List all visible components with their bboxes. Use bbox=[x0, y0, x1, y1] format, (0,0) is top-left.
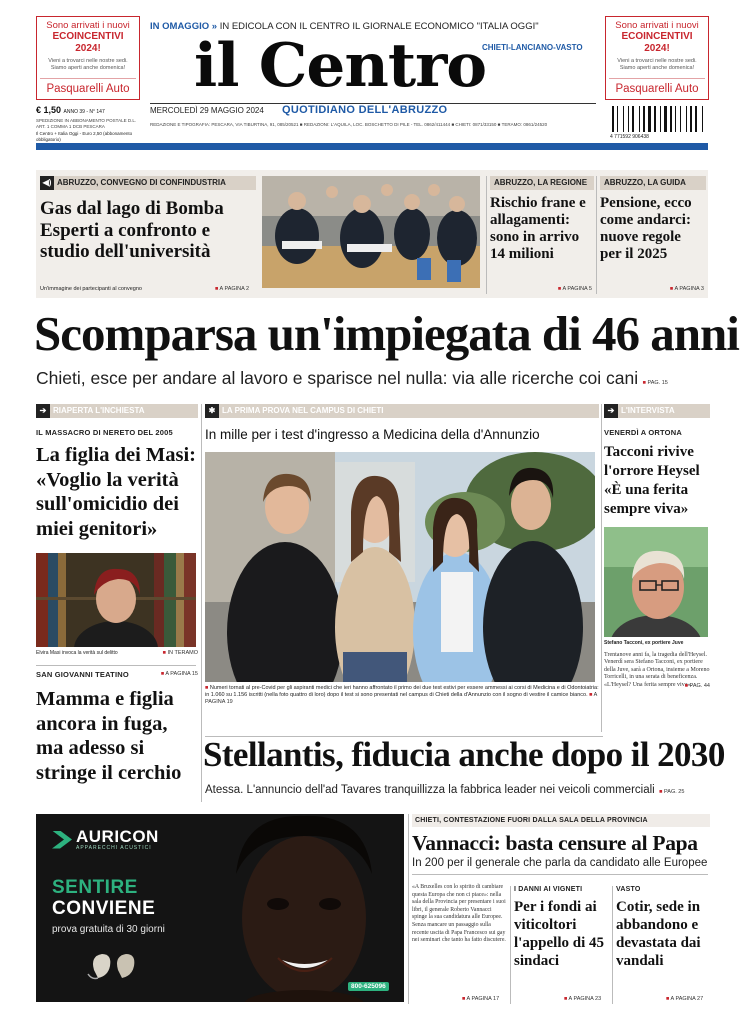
vannacci-block bbox=[412, 814, 710, 1004]
left-title[interactable]: La figlia dei Masi: «Voglio la verità sull'omicidio dei miei genitori» bbox=[36, 444, 197, 540]
conference-photo-graphic bbox=[262, 176, 480, 288]
auricon-line1: SENTIRE bbox=[52, 877, 138, 898]
vasto-story[interactable] bbox=[616, 886, 710, 970]
top-main-page: ■ A PAGINA 2 bbox=[215, 286, 249, 292]
promo-text: Il Centro + Italia Oggi - Euro 2,50 (abbonamento obbligatorio) bbox=[36, 131, 133, 142]
vigneti-kicker: I DANNI AI VIGNETI bbox=[514, 886, 583, 893]
masi-caption: Elvira Masi invoca la verità sul delitto bbox=[36, 650, 118, 656]
regione-kicker: ABRUZZO, LA REGIONE bbox=[494, 178, 588, 187]
ad-line3: Vieni a trovarci nelle nostre sedi. Siamo aperti anche domenica! bbox=[48, 58, 128, 71]
vigneti-title: Per i fondi ai viticoltori l'appello di 45 sindaci bbox=[514, 899, 605, 969]
right-body: Trentanove anni fa, la tragedia dell'Heysel. Venerdì sera Stefano Tacconi, ex portiere della Juve, sarà a Ortona, insieme a Moreno Torricelli, in una serata di beneficenza. «L'Heysel? Una ferita sempre viva». bbox=[604, 652, 710, 688]
price-block bbox=[36, 105, 144, 142]
top-story-main[interactable] bbox=[40, 176, 256, 294]
vannacci-subtitle: In 200 per il generale che parla da candidato alle Europee bbox=[412, 857, 708, 869]
right-column bbox=[604, 404, 710, 734]
arrow-right-icon: ➔ bbox=[36, 404, 50, 418]
left-label: RIAPERTA L'INCHIESTA bbox=[53, 406, 145, 415]
ad-line3: Vieni a trovarci nelle nostre sedi. Siamo aperti anche domenica! bbox=[617, 58, 697, 71]
left-column bbox=[36, 404, 198, 802]
main-subtitle-line bbox=[36, 368, 716, 389]
auricon-line2: CONVIENE bbox=[52, 898, 156, 919]
auricon-line3: prova gratuita di 30 giorni bbox=[52, 924, 165, 935]
auricon-logo-icon bbox=[52, 831, 72, 849]
vasto-title: Cotir, sede in abbandono e devastata dai vandali bbox=[616, 899, 701, 969]
guida-title: Pensione, ecco come andarci: nuove regole per il 2025 bbox=[600, 195, 692, 262]
issue-number: ANNO 39 - N° 147 bbox=[63, 109, 105, 115]
omaggio-tag: IN OMAGGIO bbox=[150, 21, 210, 32]
legal-text: SPEDIZIONE IN ABBONAMENTO POSTALE D.L. ART. 1 COMMA 1 DCB PESCARA bbox=[36, 118, 137, 129]
main-page: ■ PAG. 15 bbox=[643, 380, 668, 386]
newspaper-logo[interactable] bbox=[194, 30, 554, 102]
ad-auricon[interactable] bbox=[36, 814, 404, 1002]
editorial-info: REDAZIONE E TIPOGRAFIA: PESCARA, VIA TIBURTINA, 91, 085/20521 ■ REDAZIONI: L'AQUILA, LOC. BOSCHETTO DI PILE - TEL. 0862/411444 ■ CHIETI: 0871/33150 ■ TERAMO: 0861/24520 bbox=[150, 122, 548, 127]
center-caption: ■ Numeri tornati al pre-Covid per gli aspiranti medici che ieri hanno affrontato il primo dei due test estivi per essere ammessi ai corsi di Medicina e di Odontoiatria: in 1.060 su 1.156 iscritti (nella foto quattro di loro) dopo il test si sono presentati nel campus di Chieti della d'Annunzio con il sogno di vestire il camice bianco. ■ A PAGINA 19 bbox=[205, 685, 599, 707]
tacconi-photo bbox=[604, 527, 708, 637]
masthead-cities: CHIETI-LANCIANO-VASTO bbox=[482, 43, 583, 52]
tacconi-photo-graphic bbox=[604, 527, 708, 637]
hearing-aid-icon bbox=[84, 950, 144, 982]
double-arrow-icon: » bbox=[211, 21, 218, 32]
masthead-date: MERCOLEDÌ 29 MAGGIO 2024 bbox=[150, 106, 264, 115]
center-label-bar bbox=[205, 404, 599, 418]
auricon-logo bbox=[52, 828, 159, 851]
ad-line1: Sono arrivati i nuovi bbox=[615, 20, 699, 31]
guida-kicker: ABRUZZO, LA GUIDA bbox=[604, 178, 686, 187]
right-title[interactable]: Tacconi rivive l'orrore Heysel «È una ferita sempre viva» bbox=[604, 444, 700, 517]
masi-photo-graphic bbox=[36, 553, 196, 647]
students-photo bbox=[205, 452, 595, 682]
website-url[interactable]: www.ilcentro.it bbox=[39, 154, 78, 160]
conference-photo bbox=[262, 176, 480, 288]
audio-icon: ◀) bbox=[40, 176, 54, 190]
stellantis-subtitle: Atessa. L'annuncio dell'ad Tavares tranquillizza la fabbrica leader nei veicoli commerciali bbox=[205, 784, 655, 796]
guida-kicker-bar bbox=[600, 176, 706, 190]
ad-pasquarelli-left[interactable] bbox=[36, 16, 140, 100]
logo-text: il Centro bbox=[194, 31, 487, 101]
barcode-number: 4 771592 906438 bbox=[610, 134, 649, 140]
barcode bbox=[610, 104, 708, 140]
website-bar[interactable] bbox=[36, 143, 708, 160]
arrow-right-icon: ➔ bbox=[604, 404, 618, 418]
vigneti-story[interactable] bbox=[514, 886, 608, 970]
center-title[interactable]: In mille per i test d'ingresso a Medicina della d'Annunzio bbox=[205, 427, 540, 442]
top-story-guida[interactable] bbox=[600, 176, 706, 294]
left-label-bar bbox=[36, 404, 198, 418]
right-label-bar bbox=[604, 404, 710, 418]
center-page: ■ A PAGINA 19 bbox=[205, 692, 597, 705]
top-main-title: Gas dal lago di Bomba Esperti a confronto e studio dell'università bbox=[40, 198, 224, 262]
left-title2[interactable]: Mamma e figlia ancora in fuga, ma adesso si stringe il cerchio bbox=[36, 688, 182, 784]
ad-line2: ECOINCENTIVI 2024! bbox=[621, 31, 693, 54]
center-column bbox=[205, 404, 599, 734]
left-page2: ■ A PAGINA 15 bbox=[161, 671, 198, 677]
main-headline[interactable]: Scomparsa un'impiegata di 46 anni bbox=[34, 306, 739, 361]
tacconi-caption: Stefano Tacconi, ex portiere Juve bbox=[604, 640, 684, 646]
omaggio-text: IN EDICOLA CON IL CENTRO IL GIORNALE ECONOMICO "ITALIA OGGI" bbox=[219, 21, 539, 32]
auricon-phone[interactable]: 800-625096 bbox=[348, 982, 389, 991]
vannacci-title[interactable]: Vannacci: basta censure al Papa bbox=[412, 831, 698, 855]
ad-brand: Pasquarelli Auto bbox=[40, 78, 136, 96]
masi-photo bbox=[36, 553, 196, 647]
center-caption-text: Numeri tornati al pre-Covid per gli aspiranti medici che ieri hanno affrontato il primo dei due test estivi per essere ammessi ai corsi di Medicina e di Odontoiatria: in 1.060 su 1.156 iscritti (nella foto quattro di loro) dopo il test si sono presentati nel campus di Chieti della d'Annunzio con il sogno di vestire il camice bianco. bbox=[205, 685, 599, 699]
price: € 1,50 bbox=[36, 105, 62, 115]
top-main-caption: Un'immagine dei partecipanti al convegno bbox=[40, 286, 142, 292]
left-kicker2: SAN GIOVANNI TEATINO bbox=[36, 670, 129, 679]
guida-page: ■ A PAGINA 3 bbox=[670, 286, 704, 292]
regione-kicker-bar bbox=[490, 176, 594, 190]
center-label: LA PRIMA PROVA NEL CAMPUS DI CHIETI bbox=[222, 406, 384, 415]
vigneti-page: ■ A PAGINA 23 bbox=[564, 996, 601, 1002]
star-icon: ✱ bbox=[205, 404, 219, 418]
stellantis-sub-line bbox=[205, 780, 710, 798]
auricon-tagline: APPARECCHI ACUSTICI bbox=[76, 845, 152, 851]
students-photo-graphic bbox=[205, 452, 595, 682]
ad-line1: Sono arrivati i nuovi bbox=[46, 20, 130, 31]
auricon-brand: AURICON bbox=[76, 827, 159, 846]
vasto-kicker: VASTO bbox=[616, 886, 641, 893]
right-label: L'INTERVISTA bbox=[621, 406, 675, 415]
regione-title: Rischio frane e allagamenti: sono in arrivo 14 milioni bbox=[490, 195, 586, 262]
top-story-regione[interactable] bbox=[490, 176, 594, 294]
ad-brand: Pasquarelli Auto bbox=[609, 78, 705, 96]
top-main-kicker-bar bbox=[40, 176, 256, 190]
top-main-kicker: ABRUZZO, CONVEGNO DI CONFINDUSTRIA bbox=[57, 178, 226, 187]
main-subtitle: Chieti, esce per andare al lavoro e sparisce nel nulla: via alle ricerche coi cani bbox=[36, 368, 639, 388]
regione-page: ■ A PAGINA 5 bbox=[558, 286, 592, 292]
vasto-page: ■ A PAGINA 27 bbox=[666, 996, 703, 1002]
vannacci-page: ■ A PAGINA 17 bbox=[462, 996, 499, 1002]
masthead-subtitle: QUOTIDIANO DELL'ABRUZZO bbox=[282, 104, 448, 116]
right-page: ■ PAG. 44 bbox=[604, 683, 710, 689]
right-kicker: VENERDÌ A ORTONA bbox=[604, 428, 682, 437]
stellantis-page: ■ PAG. 25 bbox=[659, 789, 684, 795]
ad-line2: ECOINCENTIVI 2024! bbox=[52, 31, 124, 54]
ad-pasquarelli-right[interactable] bbox=[605, 16, 709, 100]
vannacci-body: «A Bruxelles con lo spirito di cambiare questa Europa che non ci piace»: nella sala della Provincia per presentare i suoi libri, il generale Roberto Vannacci spinge la sua candidatura alle Europee. Senza mancare un passaggio sulla recente uscita di Papa Francesco sui gay nei seminari che tanto ha fatto discutere. bbox=[412, 884, 506, 944]
vannacci-kicker: CHIETI, CONTESTAZIONE FUORI DALLA SALA DELLA PROVINCIA bbox=[412, 814, 710, 827]
left-kicker: IL MASSACRO DI NERETO DEL 2005 bbox=[36, 428, 173, 437]
stellantis-headline[interactable]: Stellantis, fiducia anche dopo il 2030 bbox=[203, 735, 725, 774]
left-page: ■ IN TERAMO bbox=[163, 650, 198, 656]
